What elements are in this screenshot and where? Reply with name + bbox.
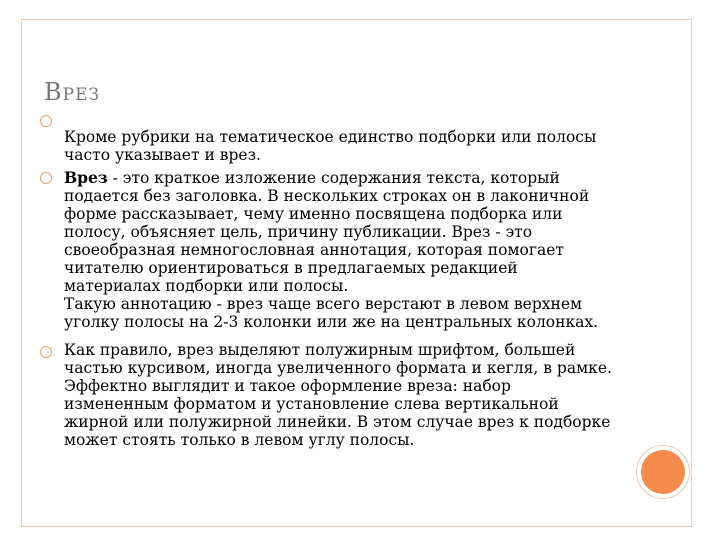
text-line: материалах подборки или полосы. bbox=[64, 277, 349, 295]
text-line: жирной или полужирной линейки. В этом случае врез к подборке bbox=[64, 413, 611, 431]
text-line: своеобразная немногословная аннотация, которая помогает bbox=[64, 241, 564, 259]
text-line: частью курсивом, иногда увеличенного формата и кегля, в рамке. bbox=[64, 359, 612, 377]
slide-title bbox=[44, 78, 100, 106]
text-line: Кроме рубрики на тематическое единство подборки или полосы bbox=[64, 128, 597, 146]
slide-title-rest: РЕЗ bbox=[62, 85, 101, 105]
bullet-icon bbox=[40, 115, 52, 127]
bullet-icon bbox=[40, 172, 52, 184]
text-line: Врез - это краткое изложение содержания текста, который bbox=[64, 168, 560, 187]
accent-circle bbox=[641, 450, 685, 494]
text-line: Эффектно выглядит и такое оформление вреза: набор bbox=[64, 377, 511, 395]
text-line: может стоять только в левом углу полосы. bbox=[64, 431, 415, 449]
text-line: подается без заголовка. В нескольких строках он в лаконичной bbox=[64, 187, 590, 205]
text-line: форме рассказывает, чему именно посвящена подборка или bbox=[64, 205, 563, 223]
bold-term: Врез bbox=[64, 168, 108, 187]
text-line: читателю ориентироваться в предлагаемых редакцией bbox=[64, 259, 518, 277]
paragraph-1 bbox=[64, 128, 684, 164]
paragraph-2 bbox=[64, 169, 684, 331]
slide-title-initial: В bbox=[44, 78, 63, 106]
text-line: полосу, объясняет цель, причину публикации. Врез - это bbox=[64, 223, 533, 241]
paragraph-3 bbox=[64, 341, 684, 449]
text-line: Такую аннотацию - врез чаще всего верстают в левом верхнем bbox=[64, 295, 583, 313]
text-line: измененным форматом и установление слева вертикальной bbox=[64, 395, 559, 413]
text-line: часто указывает и врез. bbox=[64, 146, 261, 164]
text-line: уголку полосы на 2-3 колонки или же на центральных колонках. bbox=[64, 313, 599, 331]
text-line: Как правило, врез выделяют полужирным шрифтом, большей bbox=[64, 341, 576, 359]
bullet-icon bbox=[40, 346, 52, 358]
